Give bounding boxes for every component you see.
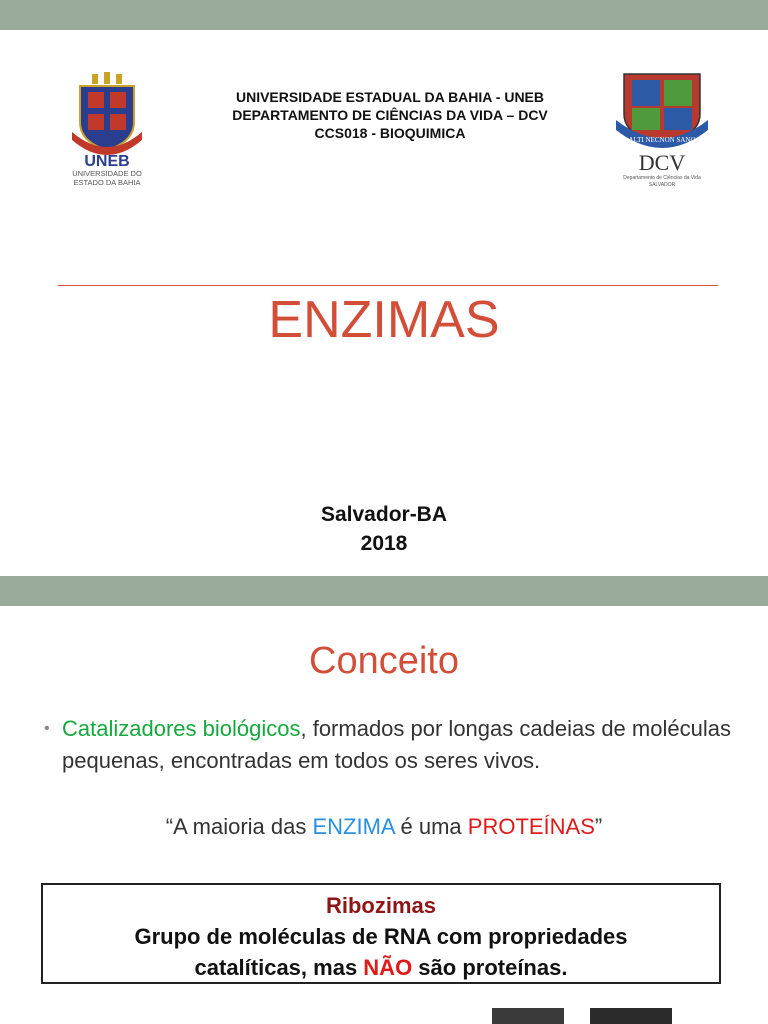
concept-bullet (44, 713, 734, 777)
institution-header (150, 88, 630, 142)
ribozimas-line-1: Grupo de moléculas de RNA com propriedades (134, 924, 628, 949)
uneb-logo-sub1: UNIVERSIDADE DO (72, 169, 142, 178)
ribozimas-line-2 (43, 952, 719, 983)
quote-part-2: é uma (394, 814, 468, 839)
dcv-logo-name: DCV (638, 150, 686, 175)
dcv-logo (612, 70, 712, 192)
bullet-highlight: Catalizadores biológicos (62, 716, 301, 741)
bullet-dot-icon: • (44, 720, 50, 737)
header-line-1: UNIVERSIDADE ESTADUAL DA BAHIA - UNEB (235, 89, 544, 105)
header-line-2: DEPARTAMENTO DE CIÊNCIAS DA VIDA – DCV (232, 107, 548, 123)
dcv-logo-sub: Departamento de Ciências da Vida (623, 175, 701, 181)
quote-enzima: ENZIMA (312, 814, 395, 839)
quote-part-1: “A maioria das (165, 814, 313, 839)
header-line-3: CCS018 - BIOQUIMICA (314, 125, 466, 141)
uneb-logo-sub2: ESTADO DA BAHIA (73, 178, 141, 187)
quote-part-3: ” (594, 814, 603, 839)
quote-proteinas: PROTEÍNAS (467, 814, 595, 839)
dcv-logo-city: SALVADOR (648, 182, 676, 188)
bullet-rest: formados por longas cadeias de moléculas pequenas, encontradas em todos os seres vivos. (62, 716, 731, 773)
section-heading: Conceito (309, 640, 459, 682)
uneb-logo-name: UNEB (84, 153, 130, 170)
year-label: 2018 (360, 532, 408, 555)
bullet-comma: , (300, 716, 307, 741)
uneb-logo (62, 70, 152, 190)
crown-icon (92, 72, 122, 84)
ribozimas-nao: NÃO (363, 955, 413, 980)
top-bar (0, 0, 768, 30)
bullet-text (44, 713, 734, 777)
location-date (0, 500, 768, 558)
city-label: Salvador-BA (320, 503, 448, 526)
portrait-photo-2 (590, 1008, 672, 1024)
ribozimas-box (41, 883, 721, 984)
dcv-logo-ribbon: ALTI NECNON SANO (628, 136, 696, 144)
quote-line (0, 814, 768, 840)
page-title: ENZIMAS (268, 291, 500, 349)
title-rule (58, 285, 718, 286)
portrait-photo-1 (492, 1008, 564, 1024)
ribozimas-line-2b: são proteínas. (412, 955, 568, 980)
ribozimas-title: Ribozimas (325, 893, 437, 918)
ribozimas-line-2a: catalíticas, mas (194, 955, 364, 980)
slide-divider-bar (0, 576, 768, 606)
